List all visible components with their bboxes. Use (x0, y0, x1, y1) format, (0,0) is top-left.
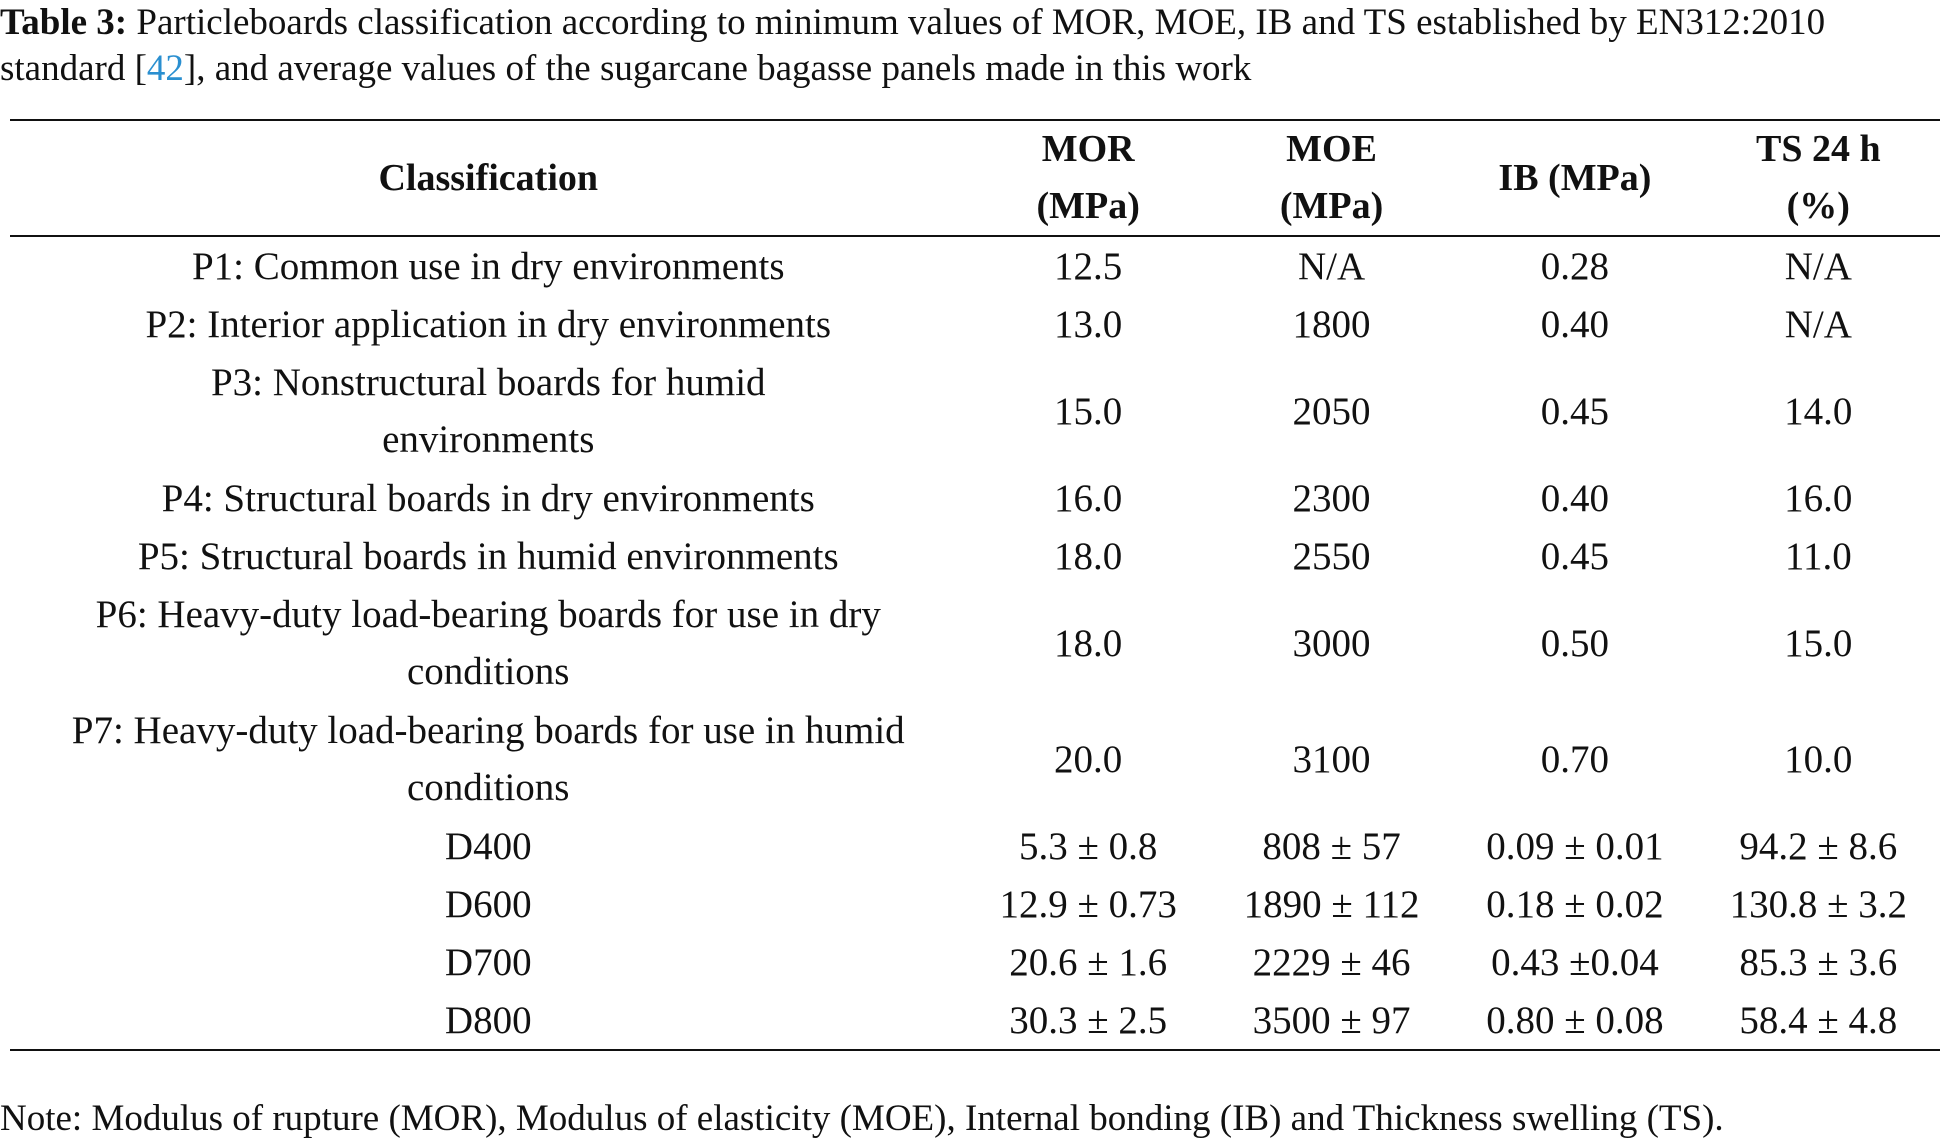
table-row (10, 817, 1940, 875)
cell-moe: N/A (1297, 244, 1366, 288)
cell-ib: 0.18 ± 0.02 (1486, 882, 1664, 926)
header-ib: IB (MPa) (1498, 156, 1652, 199)
cell-mor: 15.0 (1054, 389, 1123, 433)
cell-ib: 0.43 ±0.04 (1491, 940, 1659, 984)
cell-moe: 1890 ± 112 (1243, 882, 1420, 926)
table-note: Note: Modulus of rupture (MOR), Modulus of elasticity (MOE), Internal bonding (IB) and Thickness swelling (TS). (0, 1098, 1724, 1139)
caption-text-after-citation: ], and average values of the sugarcane bagasse panels made in this work (183, 48, 1252, 89)
cell-classification: P7: Heavy-duty load-bearing boards for use in humid conditions (71, 709, 905, 809)
cell-moe: 3500 ± 97 (1252, 998, 1411, 1042)
cell-moe: 2300 (1292, 476, 1371, 520)
cell-ts: 14.0 (1784, 389, 1853, 433)
cell-classification: P6: Heavy-duty load-bearing boards for use in dry conditions (95, 593, 881, 693)
cell-mor: 20.0 (1054, 737, 1123, 781)
table-row (10, 469, 1940, 527)
cell-moe: 2550 (1292, 534, 1371, 578)
cell-ib: 0.45 (1540, 389, 1610, 433)
cell-classification: D600 (444, 882, 532, 926)
cell-ib: 0.80 ± 0.08 (1486, 998, 1664, 1042)
cell-ib: 0.45 (1540, 534, 1610, 578)
table-caption (0, 0, 1950, 92)
cell-classification: D700 (444, 940, 532, 984)
cell-mor: 20.6 ± 1.6 (1009, 940, 1168, 984)
cell-mor: 12.5 (1054, 244, 1123, 288)
header-classification: Classification (378, 156, 599, 199)
cell-mor: 18.0 (1054, 534, 1123, 578)
cell-classification: P4: Structural boards in dry environments (161, 476, 815, 520)
caption-line-2 (0, 46, 1950, 92)
cell-moe: 3100 (1292, 737, 1371, 781)
header-moe: MOE (MPa) (1279, 128, 1384, 227)
cell-ts: 85.3 ± 3.6 (1739, 940, 1898, 984)
cell-ib: 0.09 ± 0.01 (1486, 824, 1664, 868)
table-row (10, 933, 1940, 991)
cell-ts: 10.0 (1784, 737, 1853, 781)
cell-mor: 5.3 ± 0.8 (1018, 824, 1158, 868)
table-row (10, 353, 1940, 469)
citation-link[interactable]: 42 (146, 48, 184, 89)
classification-table-container (10, 119, 1940, 1051)
cell-ts: 58.4 ± 4.8 (1739, 998, 1898, 1042)
caption-text: Particleboards classification according to minimum values of MOR, MOE, IB and TS established by EN312:2010 (136, 2, 1826, 43)
cell-ts: 94.2 ± 8.6 (1739, 824, 1898, 868)
cell-moe: 2229 ± 46 (1252, 940, 1411, 984)
cell-ts: N/A (1784, 302, 1852, 346)
cell-mor: 30.3 ± 2.5 (1009, 998, 1168, 1042)
classification-table (10, 119, 1940, 1051)
table-header-row (10, 120, 1940, 236)
cell-moe: 1800 (1292, 302, 1371, 346)
cell-moe: 2050 (1292, 389, 1371, 433)
cell-classification: P5: Structural boards in humid environments (137, 534, 839, 578)
cell-mor: 12.9 ± 0.73 (999, 882, 1177, 926)
caption-label: Table 3: (0, 2, 128, 43)
header-mor: MOR (MPa) (1036, 128, 1140, 227)
cell-mor: 18.0 (1054, 621, 1123, 665)
cell-ts: 130.8 ± 3.2 (1729, 882, 1907, 926)
cell-moe: 3000 (1292, 621, 1371, 665)
cell-ib: 0.40 (1540, 302, 1610, 346)
cell-classification: P2: Interior application in dry environments (145, 302, 832, 346)
cell-ts: N/A (1784, 244, 1852, 288)
cell-classification: D800 (444, 998, 532, 1042)
cell-classification: D400 (444, 824, 532, 868)
cell-moe: 808 ± 57 (1262, 824, 1401, 868)
cell-classification: P3: Nonstructural boards for humid environments (210, 361, 766, 461)
cell-ts: 15.0 (1784, 621, 1853, 665)
cell-ib: 0.40 (1540, 476, 1610, 520)
cell-ts: 11.0 (1784, 534, 1852, 578)
table-row (10, 875, 1940, 933)
cell-mor: 16.0 (1054, 476, 1123, 520)
cell-mor: 13.0 (1054, 302, 1123, 346)
table-row (10, 991, 1940, 1050)
table-row (10, 295, 1940, 353)
cell-ib: 0.50 (1540, 621, 1610, 665)
cell-classification: P1: Common use in dry environments (191, 244, 785, 288)
caption-line-1 (0, 0, 1950, 46)
table-row (10, 585, 1940, 701)
caption-text-before-citation: standard [ (0, 48, 147, 89)
table-row (10, 527, 1940, 585)
cell-ib: 0.28 (1540, 244, 1610, 288)
cell-ts: 16.0 (1784, 476, 1853, 520)
table-row (10, 236, 1940, 295)
header-ts: TS 24 h (%) (1755, 128, 1881, 227)
table-row (10, 701, 1940, 817)
cell-ib: 0.70 (1540, 737, 1610, 781)
